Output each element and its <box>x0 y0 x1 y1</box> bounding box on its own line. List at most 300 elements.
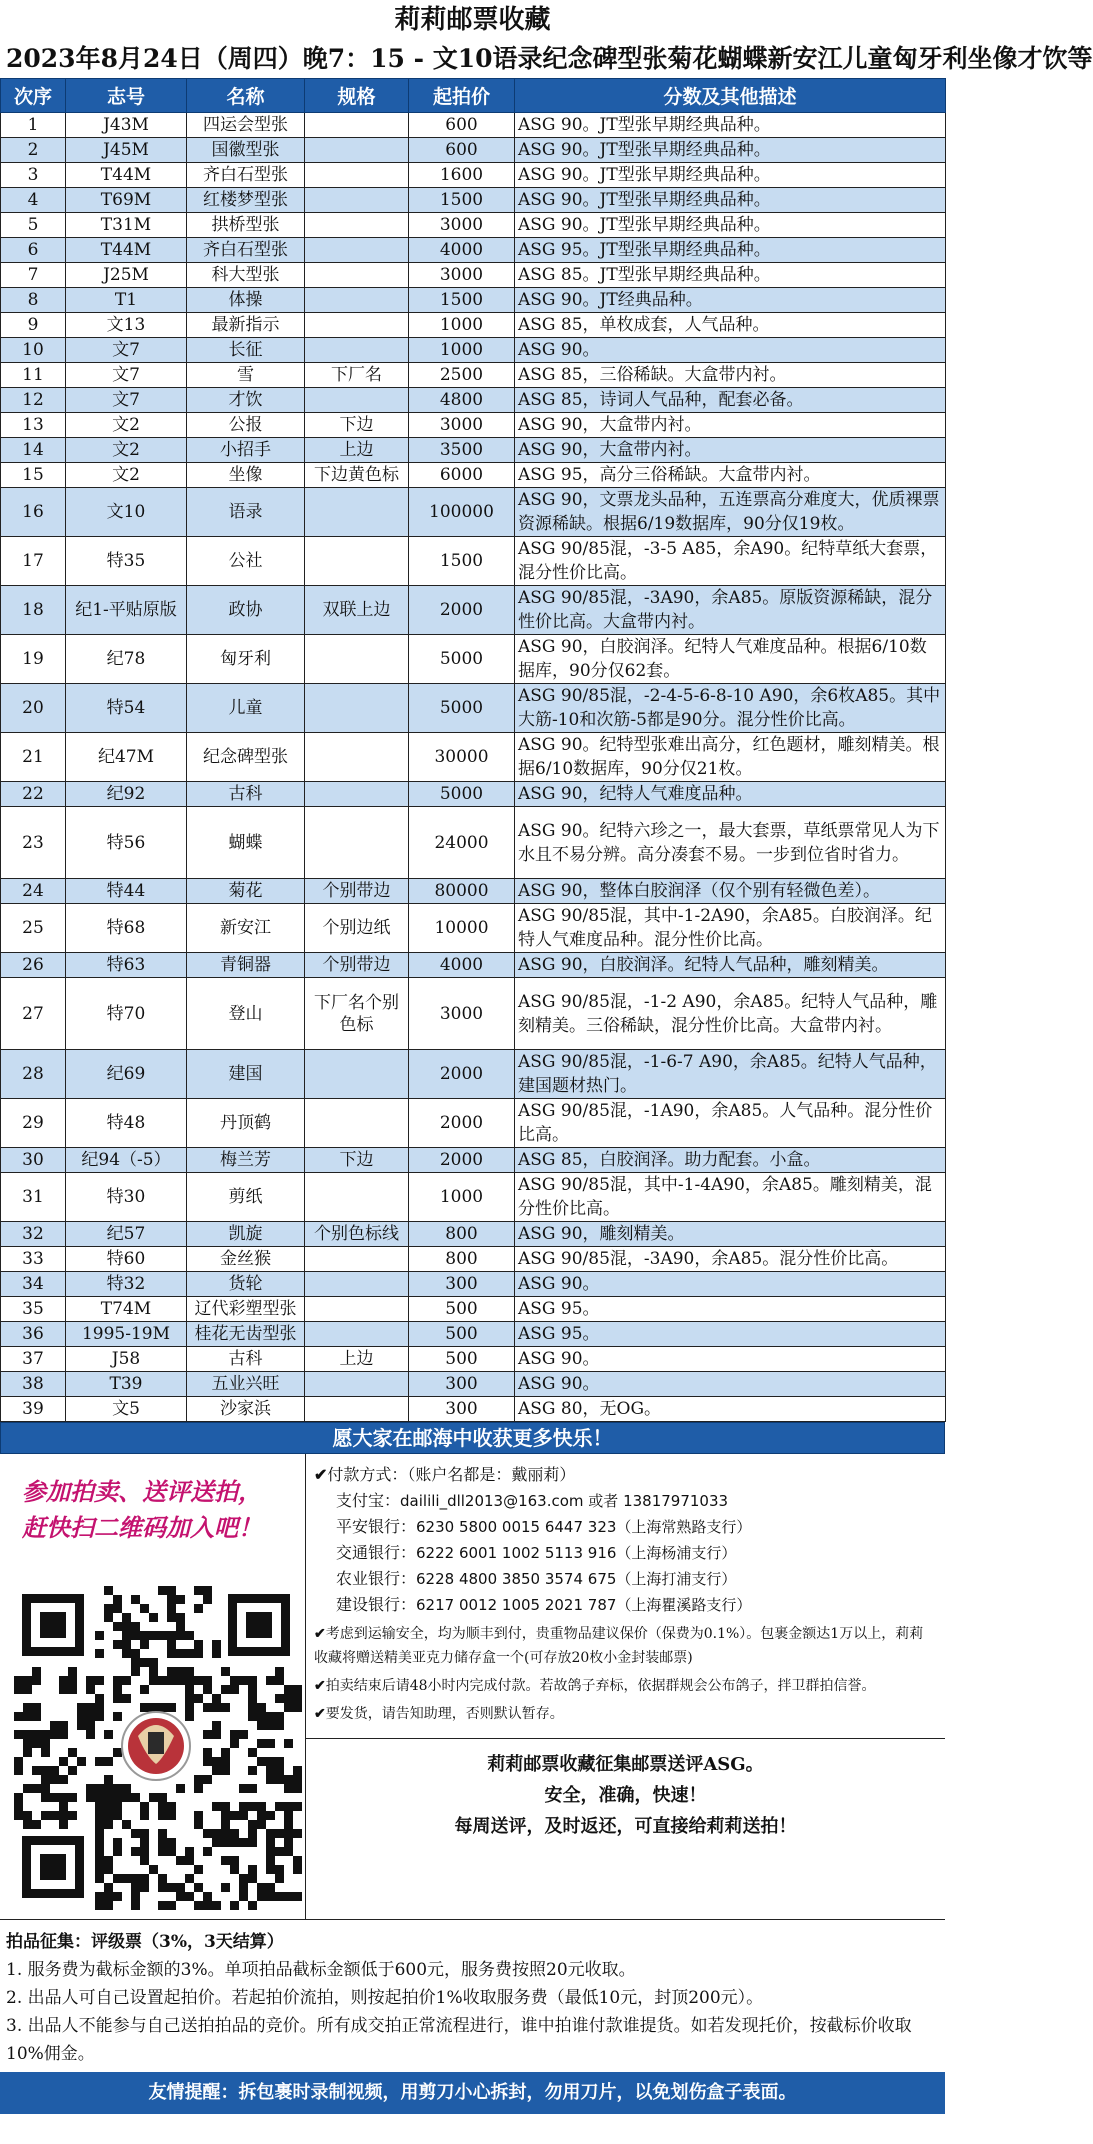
lot-start-price: 500 <box>409 1322 515 1347</box>
lot-table-body <box>1 113 946 1422</box>
table-row <box>1 313 946 338</box>
lot-code: 特32 <box>66 1272 187 1297</box>
lot-start-price: 3000 <box>409 413 515 438</box>
lot-name: 国徽型张 <box>187 138 305 163</box>
lot-spec <box>305 338 409 363</box>
col-no: 次序 <box>1 79 66 113</box>
lot-spec <box>305 635 409 684</box>
lot-start-price: 800 <box>409 1222 515 1247</box>
lot-name: 齐白石型张 <box>187 163 305 188</box>
lot-spec <box>305 733 409 782</box>
lot-start-price: 2000 <box>409 1050 515 1099</box>
lot-start-price: 24000 <box>409 807 515 879</box>
payment-deadline-note: ✔拍卖结束后请48小时内完成付款。若故鸽子弃标，依据群规会公布鸽子，拌卫群拍信誉。 <box>314 1678 876 1694</box>
col-desc: 分数及其他描述 <box>515 79 946 113</box>
lot-code: 纪1-平贴原版 <box>66 586 187 635</box>
lot-start-price: 600 <box>409 113 515 138</box>
lot-start-price: 4800 <box>409 388 515 413</box>
table-row <box>1 1397 946 1422</box>
col-spec: 规格 <box>305 79 409 113</box>
footer-reminder: 友情提醒：拆包裹时录制视频，用剪刀小心拆封，勿用刀片，以免划伤盒子表面。 <box>0 2072 945 2114</box>
lot-number: 16 <box>1 488 66 537</box>
lot-spec: 双联上边 <box>305 586 409 635</box>
lot-name: 沙家浜 <box>187 1397 305 1422</box>
lot-name: 凯旋 <box>187 1222 305 1247</box>
info-section <box>0 1454 945 1920</box>
bank-label: 建设银行： <box>336 1595 417 1614</box>
lot-description: ASG 85，单枚成套，人气品种。 <box>515 313 946 338</box>
lot-code: 文10 <box>66 488 187 537</box>
lot-code: T1 <box>66 288 187 313</box>
lot-name: 坐像 <box>187 463 305 488</box>
lot-start-price: 300 <box>409 1397 515 1422</box>
lot-start-price: 1000 <box>409 313 515 338</box>
lot-name: 公报 <box>187 413 305 438</box>
table-row <box>1 1247 946 1272</box>
lot-description: ASG 90，雕刻精美。 <box>515 1222 946 1247</box>
lot-spec <box>305 238 409 263</box>
lot-number: 12 <box>1 388 66 413</box>
lot-start-price: 3000 <box>409 263 515 288</box>
lot-number: 28 <box>1 1050 66 1099</box>
bank-account[interactable]: 6230 5800 0015 6447 323（上海常熟路支行） <box>416 1518 752 1536</box>
lot-start-price: 1500 <box>409 188 515 213</box>
lot-number: 25 <box>1 904 66 953</box>
lot-description: ASG 90，大盒带内衬。 <box>515 438 946 463</box>
lot-number: 6 <box>1 238 66 263</box>
promo-text <box>0 1454 305 1546</box>
lot-name: 匈牙利 <box>187 635 305 684</box>
lot-spec <box>305 488 409 537</box>
lot-name: 蝴蝶 <box>187 807 305 879</box>
lot-code: 文7 <box>66 338 187 363</box>
table-row <box>1 1322 946 1347</box>
lot-description: ASG 90，白胶润泽。纪特人气品种，雕刻精美。 <box>515 953 946 978</box>
lot-name: 体操 <box>187 288 305 313</box>
lot-spec <box>305 782 409 807</box>
collection-item: 2. 出品人可自己设置起拍价。若起拍价流拍，则按起拍价1%收取服务费（最低10元，封顶200元）。 <box>6 1988 764 2008</box>
lot-number: 24 <box>1 879 66 904</box>
lot-start-price: 1000 <box>409 338 515 363</box>
lot-code: 纪94（-5） <box>66 1148 187 1173</box>
check-mark-icon: ✔ <box>314 1465 328 1484</box>
table-row <box>1 138 946 163</box>
table-row <box>1 1099 946 1148</box>
lot-start-price: 2000 <box>409 586 515 635</box>
lot-spec: 个别色标线 <box>305 1222 409 1247</box>
lot-description: ASG 90/85混，-1-6-7 A90，余A85。纪特人气品种，建国题材热门。 <box>515 1050 946 1099</box>
col-name: 名称 <box>187 79 305 113</box>
lot-spec <box>305 163 409 188</box>
check-mark-icon: ✔ <box>314 1626 326 1642</box>
lot-description: ASG 90。 <box>515 1347 946 1372</box>
table-row <box>1 635 946 684</box>
table-row <box>1 782 946 807</box>
lot-spec <box>305 1322 409 1347</box>
lot-number: 11 <box>1 363 66 388</box>
service-line1: 莉莉邮票收藏征集邮票送评ASG。 <box>487 1754 764 1775</box>
promo-panel <box>0 1454 306 1919</box>
lot-number: 35 <box>1 1297 66 1322</box>
bank-label: 平安银行： <box>336 1517 417 1536</box>
lot-number: 17 <box>1 537 66 586</box>
lot-code: 特48 <box>66 1099 187 1148</box>
lot-code: 特70 <box>66 978 187 1050</box>
lot-spec <box>305 113 409 138</box>
promo-line1: 参加拍卖、送评送拍， <box>22 1477 262 1506</box>
lot-name: 建国 <box>187 1050 305 1099</box>
lot-code: 文5 <box>66 1397 187 1422</box>
lot-number: 32 <box>1 1222 66 1247</box>
lot-name: 政协 <box>187 586 305 635</box>
lot-spec <box>305 684 409 733</box>
lot-description: ASG 85，白胶润泽。助力配套。小盒。 <box>515 1148 946 1173</box>
lot-description: ASG 80，无OG。 <box>515 1397 946 1422</box>
lot-name: 辽代彩塑型张 <box>187 1297 305 1322</box>
lot-spec <box>305 1397 409 1422</box>
lot-spec: 下边 <box>305 1148 409 1173</box>
bank-account[interactable]: 6228 4800 3850 3574 675（上海打浦支行） <box>416 1570 737 1588</box>
lot-description: ASG 90/85混，-1-2 A90，余A85。纪特人气品种，雕刻精美。三俗稀缺，混分性价比高。大盒带内衬。 <box>515 978 946 1050</box>
lot-code: 纪57 <box>66 1222 187 1247</box>
lot-description: ASG 95。 <box>515 1322 946 1347</box>
lot-spec <box>305 388 409 413</box>
lot-name: 丹顶鹤 <box>187 1099 305 1148</box>
table-row <box>1 388 946 413</box>
lot-code: 纪69 <box>66 1050 187 1099</box>
lot-start-price: 1000 <box>409 1173 515 1222</box>
lot-code: 文2 <box>66 413 187 438</box>
lot-code: T31M <box>66 213 187 238</box>
lot-description: ASG 90。JT型张早期经典品种。 <box>515 113 946 138</box>
table-row <box>1 1173 946 1222</box>
lot-name: 最新指示 <box>187 313 305 338</box>
lot-spec <box>305 213 409 238</box>
table-row <box>1 338 946 363</box>
lot-name: 雪 <box>187 363 305 388</box>
lot-name: 拱桥型张 <box>187 213 305 238</box>
lot-description: ASG 90。 <box>515 338 946 363</box>
lot-start-price: 6000 <box>409 463 515 488</box>
table-row <box>1 438 946 463</box>
lot-number: 5 <box>1 213 66 238</box>
lot-name: 纪念碑型张 <box>187 733 305 782</box>
service-line2: 安全，准确，快速！ <box>544 1785 707 1806</box>
lot-start-price: 100000 <box>409 488 515 537</box>
lot-name: 货轮 <box>187 1272 305 1297</box>
lot-code: 特35 <box>66 537 187 586</box>
lot-name: 梅兰芳 <box>187 1148 305 1173</box>
lot-description: ASG 85，诗词人气品种，配套必备。 <box>515 388 946 413</box>
lot-number: 2 <box>1 138 66 163</box>
lot-description: ASG 90。JT经典品种。 <box>515 288 946 313</box>
table-row <box>1 188 946 213</box>
lot-name: 红楼梦型张 <box>187 188 305 213</box>
table-row <box>1 953 946 978</box>
lot-code: T44M <box>66 163 187 188</box>
service-panel <box>306 1739 945 1919</box>
lot-start-price: 2000 <box>409 1148 515 1173</box>
lot-description: ASG 90。JT型张早期经典品种。 <box>515 213 946 238</box>
delivery-note: ✔要发货，请告知助理，否则默认暂存。 <box>314 1706 564 1722</box>
lot-description: ASG 90，白胶润泽。纪特人气难度品种。根据6/10数据库，90分仅62套。 <box>515 635 946 684</box>
lot-start-price: 5000 <box>409 782 515 807</box>
lot-code: 特63 <box>66 953 187 978</box>
lot-description: ASG 90/85混，-2-4-5-6-8-10 A90，余6枚A85。其中大筋-10和次筋-5都是90分。混分性价比高。 <box>515 684 946 733</box>
shipping-note: ✔考虑到运输安全，均为顺丰到付，贵重物品建议保价（保费为0.1%）。包裹金额达1万以上，莉莉收藏将赠送精美亚克力储存盒一个(可存放20枚小金封装邮票) <box>314 1626 924 1666</box>
lot-start-price: 80000 <box>409 879 515 904</box>
lot-name: 登山 <box>187 978 305 1050</box>
bank-label: 农业银行： <box>336 1569 417 1588</box>
collection-item: 1. 服务费为截标金额的3%。单项拍品截标金额低于600元，服务费按照20元收取。 <box>6 1960 636 1980</box>
lot-description: ASG 90。JT型张早期经典品种。 <box>515 163 946 188</box>
lot-description: ASG 90/85混，其中-1-4A90，余A85。雕刻精美，混分性价比高。 <box>515 1173 946 1222</box>
lot-code: 特44 <box>66 879 187 904</box>
lot-spec <box>305 1297 409 1322</box>
lot-spec: 个别边纸 <box>305 904 409 953</box>
table-row <box>1 1272 946 1297</box>
table-row <box>1 904 946 953</box>
lot-spec <box>305 807 409 879</box>
lot-spec: 下厂名 <box>305 363 409 388</box>
lot-code: J25M <box>66 263 187 288</box>
lot-number: 13 <box>1 413 66 438</box>
shop-title: 莉莉邮票收藏 <box>394 5 551 35</box>
lot-number: 3 <box>1 163 66 188</box>
lot-name: 金丝猴 <box>187 1247 305 1272</box>
table-row <box>1 684 946 733</box>
lot-code: T74M <box>66 1297 187 1322</box>
lot-number: 27 <box>1 978 66 1050</box>
lot-code: J58 <box>66 1347 187 1372</box>
alipay-value[interactable]: dailili_dll2013@163.com 或者 13817971033 <box>400 1492 729 1510</box>
lot-number: 8 <box>1 288 66 313</box>
payment-and-service <box>306 1454 945 1919</box>
lot-spec: 下边黄色标 <box>305 463 409 488</box>
lot-name: 古科 <box>187 1347 305 1372</box>
col-price: 起拍价 <box>409 79 515 113</box>
lot-spec <box>305 537 409 586</box>
lot-description: ASG 90/85混，-1A90，余A85。人气品种。混分性价比高。 <box>515 1099 946 1148</box>
lot-spec: 上边 <box>305 1347 409 1372</box>
lot-number: 33 <box>1 1247 66 1272</box>
lot-number: 1 <box>1 113 66 138</box>
lot-description: ASG 90，纪特人气难度品种。 <box>515 782 946 807</box>
table-row <box>1 488 946 537</box>
lot-description: ASG 95。 <box>515 1297 946 1322</box>
lot-start-price: 1600 <box>409 163 515 188</box>
lot-description: ASG 90，文票龙头品种，五连票高分难度大，优质裸票资源稀缺。根据6/19数据库，90分仅19枚。 <box>515 488 946 537</box>
lot-name: 科大型张 <box>187 263 305 288</box>
qr-code-icon[interactable] <box>14 1586 298 1906</box>
lot-name: 剪纸 <box>187 1173 305 1222</box>
bank-label: 交通银行： <box>336 1543 417 1562</box>
auction-title: 2023年8月24日（周四）晚7：15 - 文10语录纪念碑型张菊花蝴蝶新安江儿童匈牙利坐像才饮等 <box>6 44 1093 73</box>
table-row <box>1 537 946 586</box>
lot-description: ASG 90/85混，-3A90，余A85。混分性价比高。 <box>515 1247 946 1272</box>
lot-name: 齐白石型张 <box>187 238 305 263</box>
lot-start-price: 1500 <box>409 288 515 313</box>
lot-number: 20 <box>1 684 66 733</box>
lot-spec <box>305 1050 409 1099</box>
lot-code: 纪78 <box>66 635 187 684</box>
table-row <box>1 413 946 438</box>
lot-spec: 下厂名个别色标 <box>305 978 409 1050</box>
lot-name: 儿童 <box>187 684 305 733</box>
lot-number: 18 <box>1 586 66 635</box>
table-row <box>1 978 946 1050</box>
collection-title: 拍品征集：评级票（3%，3天结算） <box>6 1932 284 1952</box>
table-row <box>1 1050 946 1099</box>
lot-code: 文13 <box>66 313 187 338</box>
lot-spec <box>305 1247 409 1272</box>
lot-code: 特60 <box>66 1247 187 1272</box>
lot-start-price: 300 <box>409 1372 515 1397</box>
wish-banner: 愿大家在邮海中收获更多快乐！ <box>0 1422 945 1454</box>
table-row <box>1 213 946 238</box>
lot-name: 才饮 <box>187 388 305 413</box>
lot-name: 菊花 <box>187 879 305 904</box>
lot-code: 纪47M <box>66 733 187 782</box>
lot-number: 7 <box>1 263 66 288</box>
lot-description: ASG 90，大盒带内衬。 <box>515 413 946 438</box>
lot-spec <box>305 1272 409 1297</box>
table-row <box>1 463 946 488</box>
lot-description: ASG 90。JT型张早期经典品种。 <box>515 188 946 213</box>
lot-start-price: 1500 <box>409 537 515 586</box>
table-header-row <box>1 79 946 113</box>
lot-start-price: 500 <box>409 1297 515 1322</box>
lot-code: T39 <box>66 1372 187 1397</box>
lot-spec <box>305 188 409 213</box>
lot-number: 39 <box>1 1397 66 1422</box>
lot-number: 30 <box>1 1148 66 1173</box>
table-row <box>1 163 946 188</box>
lot-number: 23 <box>1 807 66 879</box>
lot-code: 纪92 <box>66 782 187 807</box>
table-row <box>1 1372 946 1397</box>
lot-number: 26 <box>1 953 66 978</box>
lot-code: 特54 <box>66 684 187 733</box>
lot-spec <box>305 1099 409 1148</box>
lot-description: ASG 95，高分三俗稀缺。大盒带内衬。 <box>515 463 946 488</box>
lot-number: 38 <box>1 1372 66 1397</box>
lot-start-price: 3000 <box>409 213 515 238</box>
table-row <box>1 1297 946 1322</box>
table-row <box>1 238 946 263</box>
lot-spec: 上边 <box>305 438 409 463</box>
table-row <box>1 879 946 904</box>
lot-number: 21 <box>1 733 66 782</box>
lot-start-price: 5000 <box>409 684 515 733</box>
lot-code: 1995-19M <box>66 1322 187 1347</box>
lot-start-price: 2000 <box>409 1099 515 1148</box>
table-row <box>1 1222 946 1247</box>
lot-code: 特68 <box>66 904 187 953</box>
lot-start-price: 5000 <box>409 635 515 684</box>
lot-code: 文7 <box>66 388 187 413</box>
lot-name: 小招手 <box>187 438 305 463</box>
lot-spec <box>305 263 409 288</box>
promo-line2: 赶快扫二维码加入吧！ <box>22 1513 262 1542</box>
lot-number: 10 <box>1 338 66 363</box>
lot-name: 四运会型张 <box>187 113 305 138</box>
lot-description: ASG 90。 <box>515 1372 946 1397</box>
lot-spec: 下边 <box>305 413 409 438</box>
lot-description: ASG 85。JT型张早期经典品种。 <box>515 263 946 288</box>
lot-start-price: 4000 <box>409 953 515 978</box>
lot-code: J45M <box>66 138 187 163</box>
lot-code: 特30 <box>66 1173 187 1222</box>
lot-description: ASG 90/85混，-3-5 A85，余A90。纪特草纸大套票，混分性价比高。 <box>515 537 946 586</box>
lot-description: ASG 90。纪特六珍之一，最大套票，草纸票常见人为下水且不易分辨。高分凑套不易。一步到位省时省力。 <box>515 807 946 879</box>
lot-name: 桂花无齿型张 <box>187 1322 305 1347</box>
lot-code: 文7 <box>66 363 187 388</box>
lot-number: 15 <box>1 463 66 488</box>
lot-description: ASG 90。纪特型张难出高分，红色题材，雕刻精美。根据6/10数据库，90分仅21枚。 <box>515 733 946 782</box>
lot-start-price: 30000 <box>409 733 515 782</box>
lot-description: ASG 95。JT型张早期经典品种。 <box>515 238 946 263</box>
lot-description: ASG 90，整体白胶润泽（仅个别有轻微色差）。 <box>515 879 946 904</box>
table-row <box>1 263 946 288</box>
lot-start-price: 3500 <box>409 438 515 463</box>
alipay-label: 支付宝： <box>336 1491 401 1510</box>
lot-spec <box>305 288 409 313</box>
lot-code: T69M <box>66 188 187 213</box>
lot-spec <box>305 138 409 163</box>
lot-number: 4 <box>1 188 66 213</box>
collection-item: 3. 出品人不能参与自己送拍拍品的竞价。所有成交拍正常流程进行，谁中拍谁付款谁提货。如若发现托价，按截标价收取10%佣金。 <box>6 2016 912 2064</box>
lot-spec: 个别带边 <box>305 953 409 978</box>
lot-start-price: 500 <box>409 1347 515 1372</box>
lot-number: 9 <box>1 313 66 338</box>
lot-start-price: 10000 <box>409 904 515 953</box>
lot-spec <box>305 1372 409 1397</box>
lot-number: 37 <box>1 1347 66 1372</box>
lot-code: T44M <box>66 238 187 263</box>
lot-number: 36 <box>1 1322 66 1347</box>
lot-name: 青铜器 <box>187 953 305 978</box>
lot-description: ASG 90/85混，其中-1-2A90，余A85。白胶润泽。纪特人气难度品种。混分性价比高。 <box>515 904 946 953</box>
table-row <box>1 586 946 635</box>
lot-code: J43M <box>66 113 187 138</box>
check-mark-icon: ✔ <box>314 1678 326 1694</box>
lot-number: 22 <box>1 782 66 807</box>
lot-start-price: 3000 <box>409 978 515 1050</box>
bank-account[interactable]: 6217 0012 1005 2021 787（上海瞿溪路支行） <box>416 1596 752 1614</box>
lot-number: 31 <box>1 1173 66 1222</box>
lot-spec: 个别带边 <box>305 879 409 904</box>
lot-code: 文2 <box>66 438 187 463</box>
lot-start-price: 300 <box>409 1272 515 1297</box>
lot-description: ASG 85，三俗稀缺。大盒带内衬。 <box>515 363 946 388</box>
payment-panel <box>306 1454 945 1739</box>
lot-number: 19 <box>1 635 66 684</box>
lot-code: 文2 <box>66 463 187 488</box>
table-row <box>1 363 946 388</box>
lot-table <box>0 78 946 1422</box>
lot-start-price: 600 <box>409 138 515 163</box>
table-row <box>1 113 946 138</box>
table-row <box>1 807 946 879</box>
bank-account[interactable]: 6222 6001 1002 5113 916（上海杨浦支行） <box>416 1544 737 1562</box>
lot-spec <box>305 313 409 338</box>
lot-name: 长征 <box>187 338 305 363</box>
lot-name: 古科 <box>187 782 305 807</box>
table-row <box>1 288 946 313</box>
check-mark-icon: ✔ <box>314 1706 326 1722</box>
lot-name: 公社 <box>187 537 305 586</box>
